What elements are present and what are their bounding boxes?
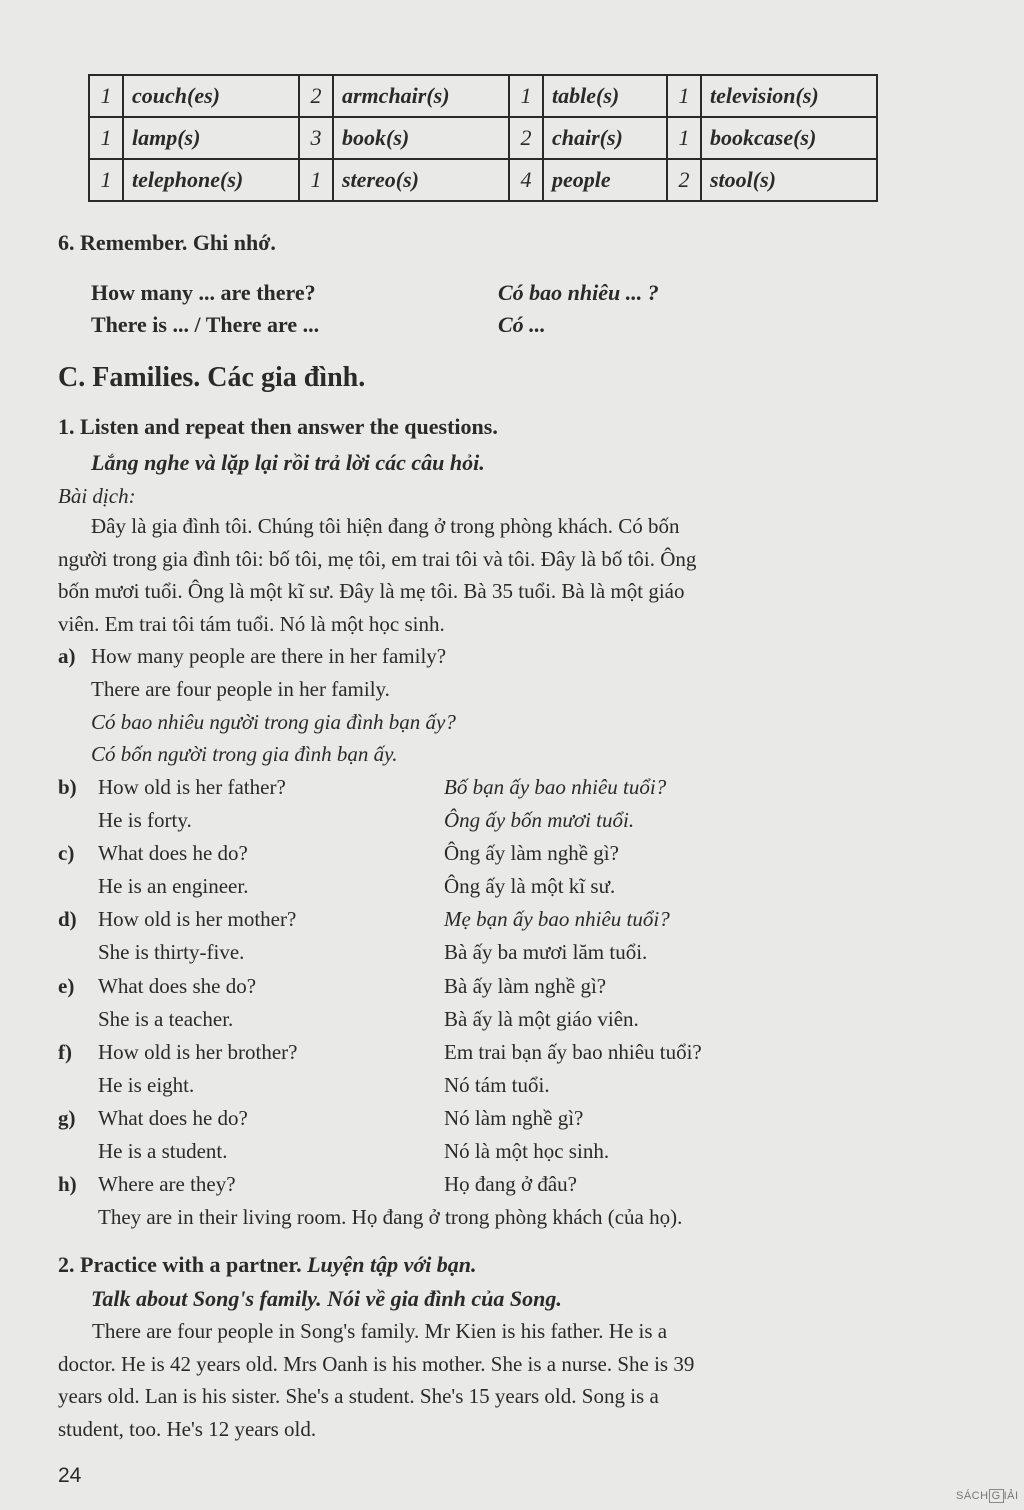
word-cell: stool(s) [701, 159, 877, 201]
question-label: g) [58, 1106, 76, 1130]
answer-vi: Nó tám tuổi. [444, 1073, 550, 1097]
exercise-1-title: 1. Listen and repeat then answer the questions. [58, 414, 498, 439]
question-en: How old is her brother? [98, 1040, 298, 1064]
count-cell: 2 [667, 159, 701, 201]
exercise-2-title-vi: Luyện tập với bạn. [307, 1252, 477, 1277]
answer-vi: Ông ấy bốn mươi tuổi. [444, 808, 635, 832]
answer-en: He is a student. [98, 1139, 228, 1163]
count-cell: 1 [89, 75, 123, 117]
count-cell: 2 [509, 117, 543, 159]
translation-line: Đây là gia đình tôi. Chúng tôi hiện đang ở trong phòng khách. Có bốn [91, 514, 680, 538]
answer-vi: Bà ấy là một giáo viên. [444, 1007, 639, 1031]
word-cell: television(s) [701, 75, 877, 117]
question-vi: Mẹ bạn ấy bao nhiêu tuổi? [444, 907, 670, 931]
paragraph-line: There are four people in Song's family. Mr Kien is his father. He is a [92, 1319, 668, 1343]
question-en: Where are they? [98, 1172, 236, 1196]
translation-line: viên. Em trai tôi tám tuổi. Nó là một học sinh. [58, 611, 445, 636]
answer-vi: Ông ấy là một kĩ sư. [444, 874, 616, 898]
exercise-2-paragraph [58, 1315, 958, 1445]
word-cell: lamp(s) [123, 117, 299, 159]
watermark-post: IẢI [1003, 1490, 1019, 1502]
page-number: 24 [58, 1464, 82, 1487]
remember-vi-line-2: Có ... [498, 312, 546, 337]
answer-en: She is thirty-five. [98, 940, 245, 964]
question-en: What does he do? [98, 1106, 248, 1130]
question-vi: Có bao nhiêu người trong gia đình bạn ấy? [91, 710, 456, 734]
paragraph-line: student, too. He's 12 years old. [58, 1416, 317, 1441]
word-cell: stereo(s) [333, 159, 509, 201]
word-cell: bookcase(s) [701, 117, 877, 159]
section-title: C. Families. Các gia đình. [58, 362, 366, 393]
question-label: f) [58, 1040, 72, 1064]
question-vi: Ông ấy làm nghề gì? [444, 841, 619, 865]
word-cell: armchair(s) [333, 75, 509, 117]
answer-en: He is eight. [98, 1073, 195, 1097]
vocabulary-table [88, 74, 878, 202]
remember-en-line-1: How many ... are there? [91, 280, 316, 305]
answer-vi: Bà ấy ba mươi lăm tuổi. [444, 940, 648, 964]
word-cell: telephone(s) [123, 159, 299, 201]
table-row [89, 117, 877, 159]
translation-label: Bài dịch: [58, 484, 136, 508]
table-row [89, 159, 877, 201]
table-row [89, 75, 877, 117]
answer-en: He is forty. [98, 808, 192, 832]
word-cell: book(s) [333, 117, 509, 159]
word-cell: people [543, 159, 667, 201]
question-label: e) [58, 974, 75, 998]
question-vi: Nó làm nghề gì? [444, 1106, 584, 1130]
word-cell: table(s) [543, 75, 667, 117]
translation-line: người trong gia đình tôi: bố tôi, mẹ tôi, em trai tôi và tôi. Đây là bố tôi. Ông [58, 546, 697, 571]
count-cell: 1 [89, 159, 123, 201]
paragraph-line: doctor. He is 42 years old. Mrs Oanh is his mother. She is a nurse. She is 39 [58, 1351, 695, 1376]
question-label: a) [58, 644, 76, 668]
question-en: What does she do? [98, 974, 257, 998]
question-label: h) [58, 1172, 77, 1196]
question-vi: Họ đang ở đâu? [444, 1172, 577, 1196]
count-cell: 1 [509, 75, 543, 117]
watermark-pre: SÁCH [956, 1490, 989, 1502]
question-vi: Bố bạn ấy bao nhiêu tuổi? [444, 775, 667, 799]
question-vi: Bà ấy làm nghề gì? [444, 974, 607, 998]
question-label: c) [58, 841, 75, 865]
answer-vi: Có bốn người trong gia đình bạn ấy. [91, 742, 398, 766]
translation-paragraph [58, 510, 958, 640]
count-cell: 4 [509, 159, 543, 201]
paragraph-line: years old. Lan is his sister. She's a student. She's 15 years old. Song is a [58, 1384, 659, 1408]
count-cell: 1 [89, 117, 123, 159]
answer-vi: Nó là một học sinh. [444, 1139, 610, 1163]
question-vi: Em trai bạn ấy bao nhiêu tuổi? [444, 1040, 702, 1064]
count-cell: 1 [667, 75, 701, 117]
question-en: How old is her mother? [98, 907, 297, 931]
answer-en: They are in their living room. Họ đang ở trong phòng khách (của họ). [98, 1205, 683, 1229]
count-cell: 2 [299, 75, 333, 117]
answer-en: There are four people in her family. [91, 677, 390, 701]
remember-en-line-2: There is ... / There are ... [91, 312, 320, 337]
question-en: How old is her father? [98, 775, 286, 799]
exercise-2-subtitle: Talk about Song's family. Nói về gia đình của Song. [91, 1286, 562, 1311]
exercise-2-title [58, 1252, 477, 1278]
question-en: What does he do? [98, 841, 248, 865]
word-cell: chair(s) [543, 117, 667, 159]
count-cell: 1 [667, 117, 701, 159]
count-cell: 3 [299, 117, 333, 159]
question-label: b) [58, 775, 77, 799]
translation-line: bốn mươi tuổi. Ông là một kĩ sư. Đây là mẹ tôi. Bà 35 tuổi. Bà là một giáo [58, 579, 685, 603]
remember-vi-line-1: Có bao nhiêu ... ? [498, 280, 659, 305]
question-label: d) [58, 907, 77, 931]
exercise-1-subtitle: Lắng nghe và lặp lại rồi trả lời các câu hỏi. [91, 450, 485, 475]
remember-heading: 6. Remember. Ghi nhớ. [58, 230, 276, 255]
question-en: How many people are there in her family? [91, 644, 447, 668]
count-cell: 1 [299, 159, 333, 201]
word-cell: couch(es) [123, 75, 299, 117]
answer-en: He is an engineer. [98, 874, 249, 898]
watermark-box: G [989, 1489, 1004, 1503]
answer-en: She is a teacher. [98, 1007, 234, 1031]
watermark-logo [956, 1490, 1019, 1502]
exercise-2-title-en: 2. Practice with a partner. [58, 1252, 302, 1277]
